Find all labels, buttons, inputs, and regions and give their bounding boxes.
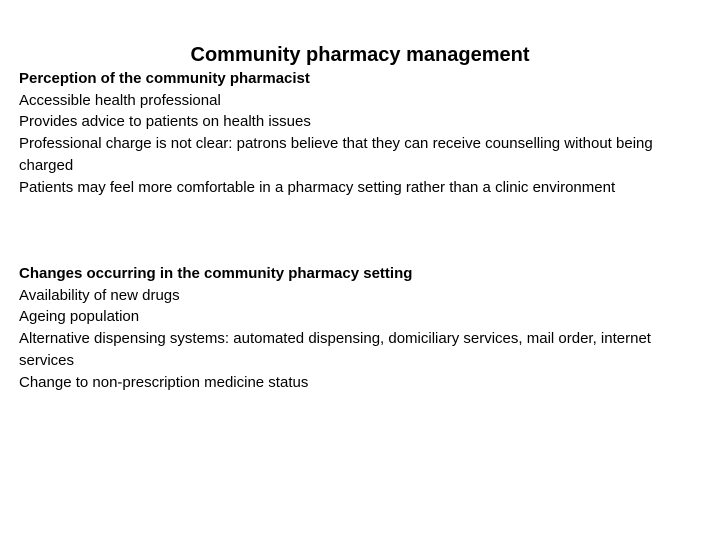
list-item: Availability of new drugs xyxy=(19,286,180,304)
section-perception xyxy=(19,68,699,198)
list-item: Provides advice to patients on health issues xyxy=(19,113,311,131)
list-item: Alternative dispensing systems: automated dispensing, domiciliary services, mail order, internet services xyxy=(19,330,651,369)
list-item: Change to non-prescription medicine status xyxy=(19,373,309,391)
section-heading: Changes occurring in the community pharmacy setting xyxy=(19,265,413,282)
slide-title: Community pharmacy management xyxy=(190,44,530,66)
list-item: Professional charge is not clear: patrons believe that they can receive counselling without being charged xyxy=(19,135,653,174)
section-changes xyxy=(19,263,699,393)
list-item: Accessible health professional xyxy=(19,91,221,109)
bullet-list xyxy=(19,285,699,394)
list-item: Ageing population xyxy=(19,308,140,326)
list-item: Patients may feel more comfortable in a pharmacy setting rather than a clinic environment xyxy=(19,178,616,196)
section-heading: Perception of the community pharmacist xyxy=(19,70,310,87)
bullet-list xyxy=(19,90,699,199)
